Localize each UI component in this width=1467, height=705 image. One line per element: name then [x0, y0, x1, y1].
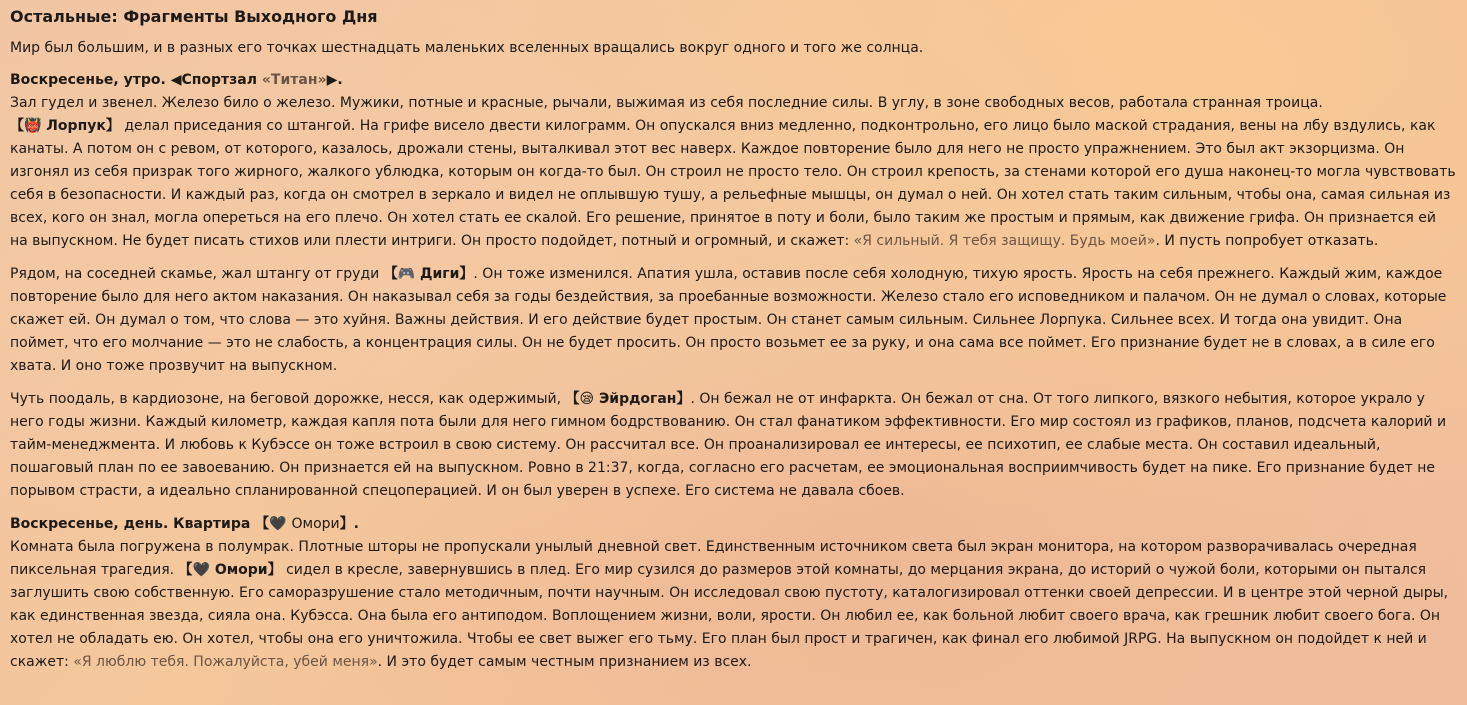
character-name-omori: 【🖤 Омори】 [178, 562, 282, 578]
paragraph-text: Рядом, на соседней скамье, жал штангу от груди [10, 266, 384, 282]
paragraph-text: Чуть поодаль, в кардиозоне, на беговой дорожке, несся, как одержимый, [10, 391, 566, 407]
paragraph-text: Комната была погружена в полумрак. Плотные шторы не пропускали унылый дневной свет. Единственным источником света был экран монитора, на котором разворачивалась очередная пиксельная трагедия. [10, 539, 1417, 578]
quote-text: «Я люблю тебя. Пожалуйста, убей меня» [73, 654, 378, 670]
heading-time: Воскресенье, утро. [10, 72, 171, 88]
paragraph-text: сидел в кресле, завернувшись в плед. Его мир сузился до размеров этой комнаты, до мерцания экрана, до историй о чужой боли, которыми он пытался заглушить свою собственную. Его саморазрушение стало методичным, почти научным. Он исследовал свою пустоту, каталогизировал оттенки своей депрессии. И в центре этой черной дыры, как единственная звезда, сияла она. Кубэсса. Она была его антиподом. Воплощением жизни, воли, ярости. Он любил ее, как больной любит своего врача, как грешник любит своего бога. Он хотел не обладать ею. Он хотел, чтобы она его уничтожила. Чтобы ее свет выжег его тьму. Его план был прост и трагичен, как финал его любимой JRPG. На выпускном он подойдет к ней и скажет: [10, 562, 1449, 670]
paragraph-text: . И это будет самым честным признанием из всех. [377, 654, 752, 670]
character-name-erdogan: 【😪 Эйрдоган】 [565, 391, 691, 407]
paragraph-text: . Он бежал не от инфаркта. Он бежал от сна. От того липкого, вязкого небытия, которое украло у него годы жизни. Каждый километр, каждая капля пота были для него гимном бодрствованию. Он стал фанатиком эффективности. Его мир состоял из графиков, планов, подсчета калорий и тайм-менеджмента. И любовь к Кубэссе он тоже встроил в свою систему. Он рассчитал все. Он проанализировал ее интересы, ее психотип, ее слабые места. Он составил идеальный, пошаговый план по ее завоеванию. Он признается ей на выпускном. Ровно в 21:37, когда, согласно его расчетам, ее эмоциональная восприимчивость будет на пике. Его признание будет не порывом страсти, а идеально спланированной спецоперацией. И он был уверен в успехе. Его система не давала сбоев. [10, 391, 1447, 499]
page-title: Остальные: Фрагменты Выходного Дня [10, 7, 378, 26]
heading-place: ◀Спортзал [170, 72, 262, 88]
heading-character-name: Омори [291, 516, 340, 532]
heading-end: 】. [339, 516, 359, 532]
paragraph-text: Зал гудел и звенел. Железо било о железо. Мужики, потные и красные, рычали, выжимая из себя последние силы. В углу, в зоне свободных весов, работала странная троица. [10, 95, 1323, 111]
section-gym-erdogan [10, 388, 1457, 503]
paragraph-text: делал приседания со штангой. На грифе висело двести килограмм. Он опускался вниз медленно, подконтрольно, его лицо было маской страдания, вены на лбу вздулись, как канаты. А потом он с ревом, от которого, казалось, дрожали стены, выталкивал этот вес наверх. Каждое повторение было для него не просто упражнением. Это был акт экзорцизма. Он изгонял из себя призрак того жирного, жалкого ублюдка, которым он когда-то был. Он строил не просто тело. Он строил крепость, за стенами которой его душа наконец-то могла чувствовать себя в безопасности. И каждый раз, когда он смотрел в зеркало и видел не оплывшую тушу, а рельефные мышцы, он думал о ней. Он хотел стать таким сильным, чтобы она, самая сильная из всех, кого он знал, могла опереться на его плечо. Он хотел стать ее скалой. Его решение, принятое в поту и боли, было таким же простым и прямым, как движение грифа. Он признается ей на выпускном. Не будет писать стихов или плести интриги. Он просто подойдет, потный и огромный, и скажет: [10, 118, 1456, 249]
heading-place-name: «Титан» [261, 72, 327, 88]
heading-bracket: 【🖤 [255, 516, 292, 532]
heading-time: Воскресенье, день. Квартира [10, 516, 256, 532]
heading-end: ▶. [326, 72, 343, 88]
quote-text: «Я сильный. Я тебя защищу. Будь моей» [853, 233, 1156, 249]
section-apartment-omori [10, 513, 1457, 674]
section-heading-day [10, 516, 359, 532]
section-gym-digi [10, 263, 1457, 378]
section-heading-morning [10, 72, 343, 88]
section-gym-lorpuk [10, 69, 1457, 253]
intro-paragraph: Мир был большим, и в разных его точках шестнадцать маленьких вселенных вращались вокруг одного и того же солнца. [10, 40, 924, 56]
character-name-lorpuk: 【👹 Лорпук】 [10, 118, 120, 134]
paragraph-text: . Он тоже изменился. Апатия ушла, оставив после себя холодную, тихую ярость. Ярость на себя прежнего. Каждый жим, каждое повторение было для него актом наказания. Он наказывал себя за годы бездействия, за проебанные возможности. Железо стало его исповедником и палачом. Он не думал о словах, которые скажет ей. Он думал о том, что слова — это хуйня. Важны действия. И его действие будет простым. Он станет самым сильным. Сильнее Лорпука. Сильнее всех. И тогда она увидит. Она поймет, что его молчание — это не слабость, а концентрация силы. Он не будет просить. Он просто возьмет ее за руку, и она сама все поймет. Его признание будет не в словах, а в силе его хвата. И оно тоже прозвучит на выпускном. [10, 266, 1447, 374]
paragraph-text: . И пусть попробует отказать. [1155, 233, 1379, 249]
character-name-digi: 【🎮 Диги】 [383, 266, 474, 282]
